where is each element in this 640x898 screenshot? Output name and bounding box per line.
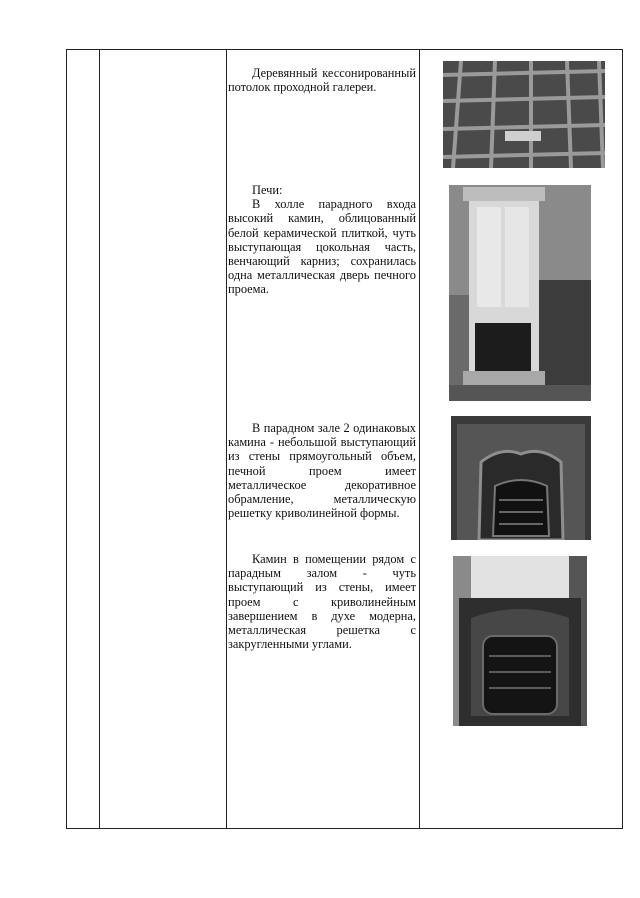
entry-stoves-text <box>228 183 416 297</box>
ornate-fireplace-photo <box>451 416 591 540</box>
entry-ceiling-text <box>228 66 416 94</box>
paragraph: Камин в помещении рядом с парадным залом - чуть выступающий из стены, имеет проем с криволинейным завершением в духе модерна, металлическая решетка с закругленными углами. <box>228 552 416 652</box>
tall-tiled-stove-photo <box>449 185 591 401</box>
column-divider-3 <box>419 50 420 828</box>
coffered-ceiling-photo <box>443 61 605 168</box>
paragraph: В холле парадного входа высокий камин, облицованный белой керамической плиткой, чуть выступающая цокольная часть, венчающий карниз; сохранилась одна металлическая дверь печного проема. <box>228 197 416 297</box>
column-divider-2 <box>226 50 227 828</box>
column-divider-1 <box>99 50 100 828</box>
paragraph-heading: Печи: <box>252 183 283 197</box>
paragraph: В парадном зале 2 одинаковых камина - небольшой выступающий из стены прямоугольный объем, печной проем имеет металлическое декоративное обрамление, металлическую решетку криволинейной формы. <box>228 421 416 521</box>
entry-hall-fireplaces-text <box>228 421 416 520</box>
entry-adjacent-fireplace-text <box>228 552 416 651</box>
art-nouveau-fireplace-photo <box>453 556 587 726</box>
paragraph: Деревянный кессонированный потолок проходной галереи. <box>228 66 416 95</box>
